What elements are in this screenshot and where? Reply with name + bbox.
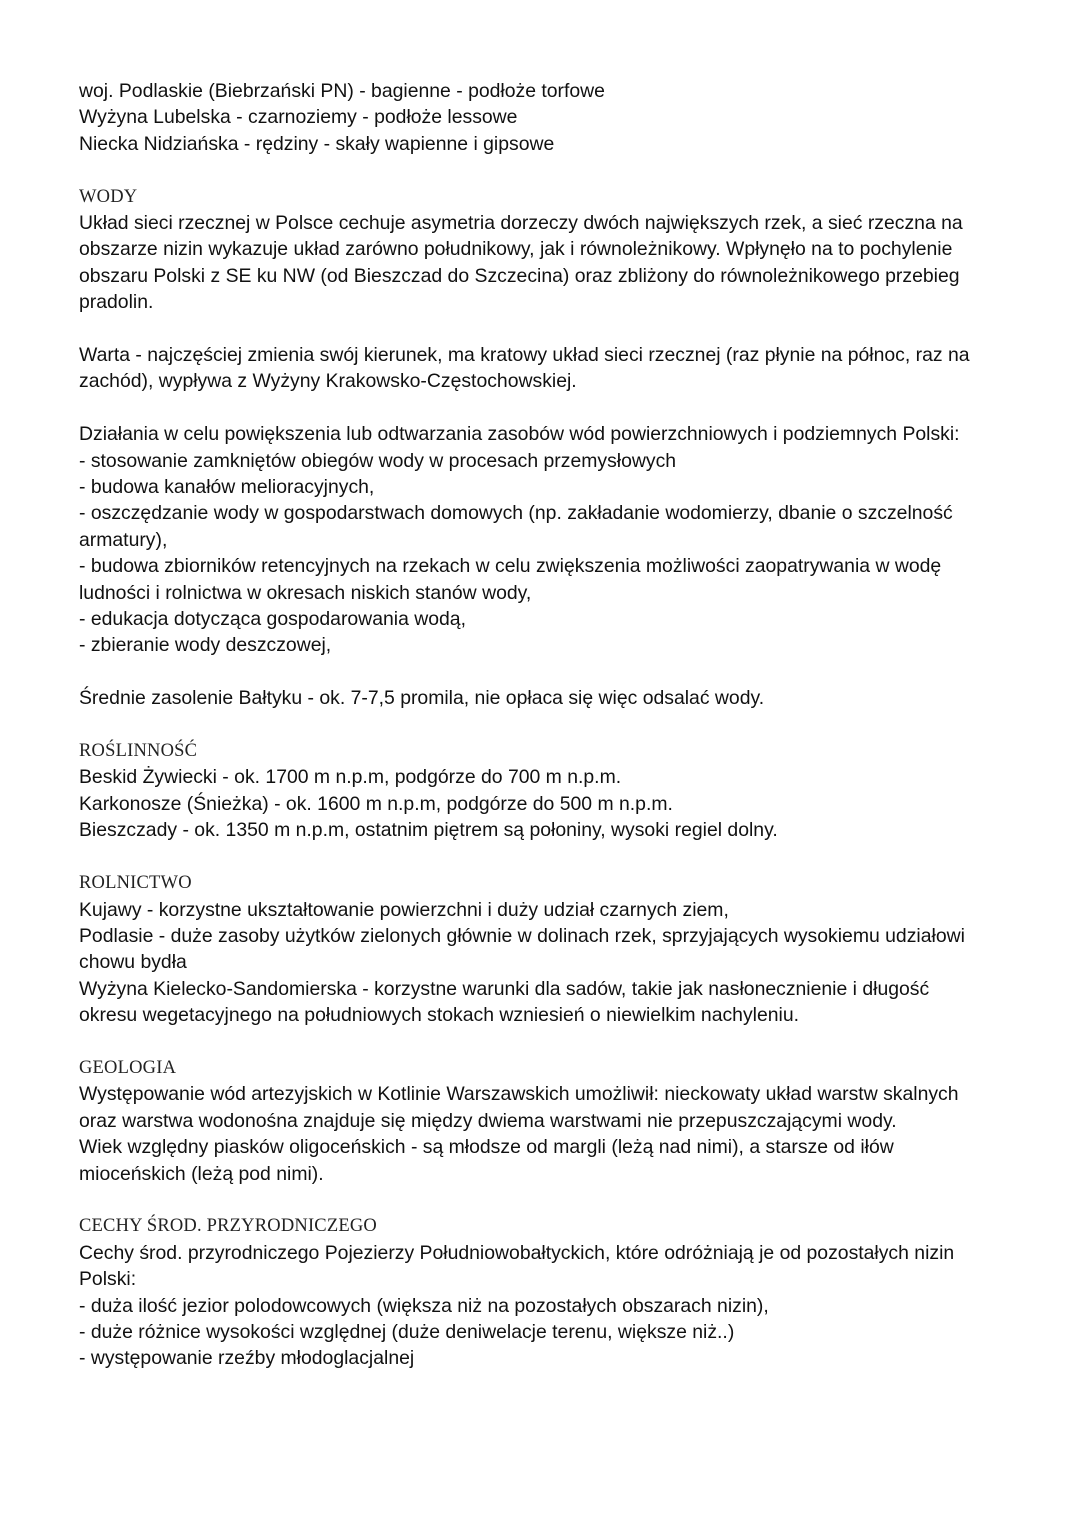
- text-line: chowu bydła: [79, 951, 187, 974]
- text-line: Kujawy - korzystne ukształtowanie powierzchni i duży udział czarnych ziem,: [79, 898, 729, 921]
- text-line: Beskid Żywiecki - ok. 1700 m n.p.m, podgórze do 700 m n.p.m.: [79, 766, 622, 789]
- text-line: Średnie zasolenie Bałtyku - ok. 7-7,5 promila, nie opłaca się więc odsalać wody.: [79, 687, 765, 710]
- text-line: obszarze nizin wykazuje układ zarówno południkowy, jak i równoleżnikowy. Wpłynęło na to pochylenie: [79, 238, 953, 261]
- text-line: Wyżyna Kielecko-Sandomierska - korzystne warunki dla sadów, takie jak nasłonecznienie i długość: [79, 977, 930, 1000]
- list-item: - budowa kanałów melioracyjnych,: [79, 476, 375, 499]
- text-line: Działania w celu powiększenia lub odtwarzania zasobów wód powierzchniowych i podziemnych Polski:: [79, 423, 960, 446]
- text-line: Występowanie wód artezyjskich w Kotlinie Warszawskich umożliwił: nieckowaty układ warstw skalnych: [79, 1083, 959, 1106]
- roslinnosc-section: [79, 738, 1009, 844]
- spacer: [79, 395, 1009, 421]
- list-item: armatury),: [79, 528, 168, 551]
- text-line: Wiek względny piasków oligoceńskich - są młodsze od margli (leżą nad nimi), a starsze od iłów: [79, 1136, 894, 1159]
- spacer: [79, 844, 1009, 870]
- text-line: Bieszczady - ok. 1350 m n.p.m, ostatnim piętrem są połoniny, wysoki regiel dolny.: [79, 819, 778, 842]
- spacer: [79, 1029, 1009, 1055]
- section-heading-rolnictwo: ROLNICTWO: [79, 873, 192, 894]
- list-item: - stosowanie zamkniętów obiegów wody w procesach przemysłowych: [79, 449, 677, 472]
- list-item: - zbieranie wody deszczowej,: [79, 634, 332, 657]
- text-line: Podlasie - duże zasoby użytków zielonych głównie w dolinach rzek, sprzyjających wysokiemu udziałowi: [79, 924, 965, 947]
- text-line: pradolin.: [79, 291, 154, 314]
- section-heading-cechy: CECHY ŚROD. PRZYRODNICZEGO: [79, 1216, 377, 1237]
- text-line: Cechy środ. przyrodniczego Pojezierzy Południowobałtyckich, które odróżniają je od pozostałych nizin: [79, 1241, 955, 1264]
- cechy-section: [79, 1213, 1009, 1371]
- list-item: - duża ilość jezior polodowcowych (większa niż na pozostałych obszarach nizin),: [79, 1294, 769, 1317]
- text-line: Niecka Nidziańska - rędziny - skały wapienne i gipsowe: [79, 132, 555, 155]
- section-heading-roslinnosc: ROŚLINNOŚĆ: [79, 741, 198, 762]
- spacer: [79, 1187, 1009, 1213]
- spacer: [79, 316, 1009, 342]
- list-item: - oszczędzanie wody w gospodarstwach domowych (np. zakładanie wodomierzy, dbanie o szczelność: [79, 502, 953, 525]
- section-heading-geologia: GEOLOGIA: [79, 1057, 177, 1078]
- text-line: Karkonosze (Śnieżka) - ok. 1600 m n.p.m, podgórze do 500 m n.p.m.: [79, 792, 673, 815]
- text-line: Warta - najczęściej zmienia swój kierunek, ma kratowy układ sieci rzecznej (raz płynie na północ, raz na: [79, 344, 970, 367]
- text-line: oraz warstwa wodonośna znajduje się między dwiema warstwami nie przepuszczającymi wody.: [79, 1109, 897, 1132]
- text-line: okresu wegetacyjnego na południowych stokach wzniesień o niewielkim nachyleniu.: [79, 1004, 800, 1027]
- list-item: - budowa zbiorników retencyjnych na rzekach w celu zwiększenia możliwości zaopatrywania w wodę: [79, 555, 942, 578]
- geologia-section: [79, 1055, 1009, 1187]
- text-line: Wyżyna Lubelska - czarnoziemy - podłoże lessowe: [79, 106, 518, 129]
- soils-section: [79, 78, 1009, 157]
- text-line: obszaru Polski z SE ku NW (od Bieszczad do Szczecina) oraz zbliżony do równoleżnikowego przebieg: [79, 264, 960, 287]
- list-item: - występowanie rzeźby młodoglacjalnej: [79, 1347, 415, 1370]
- list-item: - edukacja dotycząca gospodarowania wodą,: [79, 608, 466, 631]
- list-item: - duże różnice wysokości względnej (duże deniwelacje terenu, większe niż..): [79, 1320, 735, 1343]
- list-item: ludności i rolnictwa w okresach niskich stanów wody,: [79, 581, 532, 604]
- text-line: Układ sieci rzecznej w Polsce cechuje asymetria dorzeczy dwóch największych rzek, a sieć rzeczna na: [79, 212, 963, 235]
- section-heading-wody: WODY: [79, 186, 138, 207]
- spacer: [79, 712, 1009, 738]
- wody-section: [79, 184, 1009, 712]
- text-line: Polski:: [79, 1268, 137, 1291]
- text-line: mioceńskich (leżą pod nimi).: [79, 1162, 324, 1185]
- document-page: [79, 78, 1009, 1372]
- spacer: [79, 659, 1009, 685]
- rolnictwo-section: [79, 870, 1009, 1028]
- text-line: woj. Podlaskie (Biebrzański PN) - bagienne - podłoże torfowe: [79, 80, 605, 102]
- spacer: [79, 157, 1009, 183]
- text-line: zachód), wypływa z Wyżyny Krakowsko-Częstochowskiej.: [79, 370, 577, 393]
